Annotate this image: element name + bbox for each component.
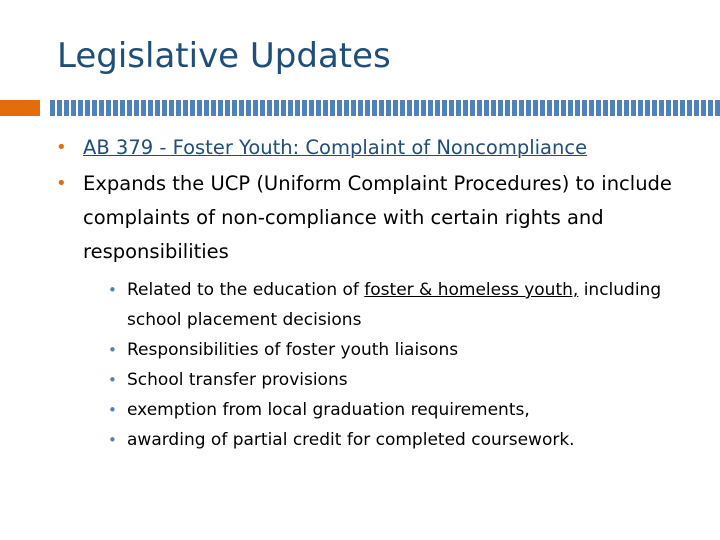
sub-bullet-item	[108, 365, 678, 395]
sub-bullet-dot-icon: •	[108, 431, 117, 449]
bullet-text: Expands the UCP (Uniform Complaint Procedures) to include complaints of non-compliance with certain rights and responsibilities	[83, 172, 672, 263]
sub-bullet-text: awarding of partial credit for completed coursework.	[127, 430, 575, 450]
sub-bullet-item	[108, 395, 678, 425]
sub-bullet-text: School transfer provisions	[127, 370, 348, 390]
bullet-dot-icon: •	[56, 173, 67, 194]
sub-bullet-dot-icon: •	[108, 341, 117, 359]
sub-bullet-item	[108, 275, 678, 335]
bullet-text: AB 379 - Foster Youth: Complaint of Noncompliance	[83, 136, 588, 159]
sub-bullet-dot-icon: •	[108, 281, 117, 299]
bullet-list	[56, 133, 696, 455]
sub-bullet-dot-icon: •	[108, 371, 117, 389]
sub-bullet-text: Responsibilities of foster youth liaisons	[127, 340, 459, 360]
bullet-dot-icon: •	[56, 137, 67, 158]
sub-bullet-list	[108, 275, 678, 455]
bullet-item	[56, 133, 696, 163]
slide-title: Legislative Updates	[57, 36, 391, 76]
title-rule-line	[50, 100, 720, 116]
sub-bullet-text: Related to the education of	[127, 280, 365, 300]
sub-bullet-text: exemption from local graduation requirements,	[127, 400, 530, 420]
sub-bullet-text: including school placement decisions	[127, 280, 662, 330]
sub-bullet-dot-icon: •	[108, 401, 117, 419]
sub-bullet-item	[108, 335, 678, 365]
sub-bullet-item	[108, 425, 678, 455]
bullet-item	[56, 167, 696, 269]
title-rule-accent	[0, 100, 40, 116]
sub-bullet-underlined-text: foster & homeless youth,	[364, 280, 579, 300]
